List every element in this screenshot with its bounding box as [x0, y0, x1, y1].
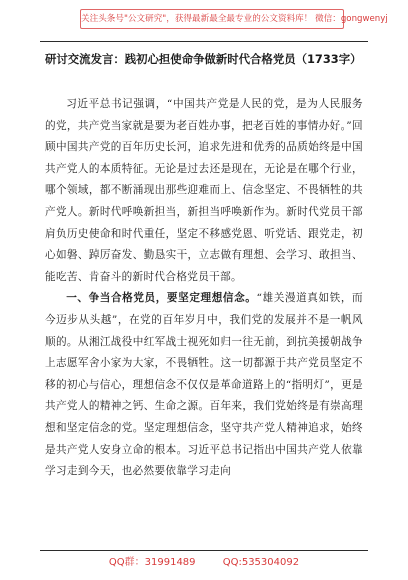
header-banner: 关注头条号"公文研究"，获得最新最全最专业的公文资料库！ 微信：gongwenyj [80, 9, 344, 29]
footer-contacts [0, 553, 408, 568]
footer-qq-number: QQ:535304092 [222, 557, 300, 568]
section-heading: 一、争当合格党员，要坚定理想信念。 [66, 292, 257, 305]
paragraph-section-1 [45, 288, 363, 482]
footer-qq-group: QQ群：31991489 [108, 557, 196, 568]
section-text: “雄关漫道真如铁，而今迈步从头越”，在党的百年岁月中，我们党的发展并不是一帆风顺的。从湘江战役中红军战士视死如归一往无前，到抗美援朝战争上志愿军舍小家为大家，不畏牺牲。这一切都源于共产党员坚定不移的初心与信心，理想信念不仅仅是革命道路上的“指明灯”，更是共产党人的精神之钙、生命之源。百年来，我们党始终是有崇高理想和坚定信念的党。坚定理想信念，坚守共产党人精神追求，始终是共产党人安身立命的根本。习近平总书记指出中国共产党人依靠学习走到今天，也必然要依靠学习走向 [45, 292, 363, 478]
footer-divider [40, 550, 368, 551]
document-body [45, 94, 363, 483]
document-title: 研讨交流发言：践初心担使命争做新时代合格党员（1733字） [45, 52, 362, 66]
header-divider [40, 41, 368, 42]
paragraph-intro: 习近平总书记强调，“中国共产党是人民的党，是为人民服务的党，共产党当家就是要为老百姓办事，把老百姓的事情办好。”回顾中国共产党的百年历史长河，追求先进和优秀的品质始终是中国共产党人的本质特征。无论是过去还是现在，无论是在哪个行业，哪个领域，都不断涌现出那些迎难而上、信念坚定、不畏牺牲的共产党人。新时代呼唤新担当，新担当呼唤新作为。新时代党员干部肩负历史使命和时代重任，坚定不移感党恩、听党话、跟党走，初心如磐、踔厉奋发、勤恳实干，立志做有理想、会学习、敢担当、能吃苦、肯奋斗的新时代合格党员干部。 [45, 98, 363, 283]
